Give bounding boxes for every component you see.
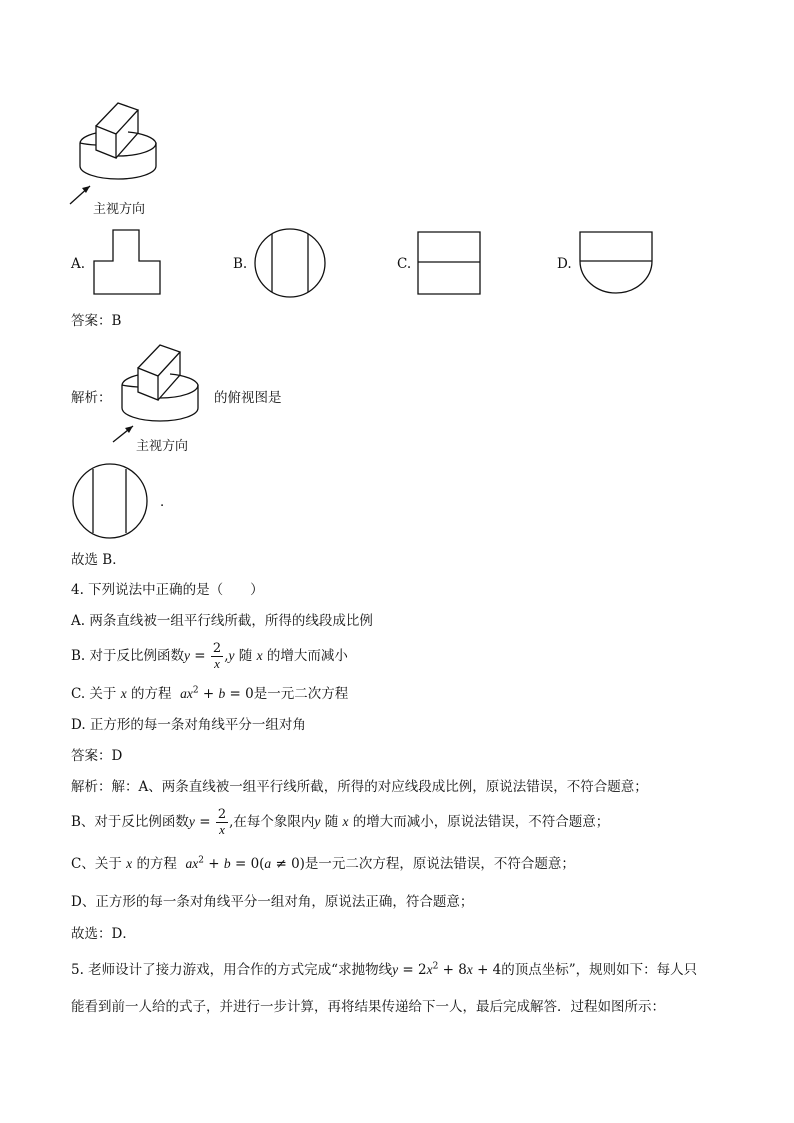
top-view-answer-figure [71,463,149,539]
view-direction-label-2: 主视方向 [136,439,189,454]
q4-stem: 4. 下列说法中正确的是（ ） [71,582,264,598]
q5-line-1: 5. 老师设计了接力游戏，用合作的方式完成“求抛物线$y = 2x^2 + 8x + 4$的顶点坐标”，规则如下：每人只 [71,961,698,978]
option-b-figure [254,228,326,298]
period-mark: ． [160,494,174,510]
q3-conclusion: 故选 B． [71,552,126,568]
q3-analysis-suffix: 的俯视图是 [214,390,282,406]
view-direction-label: 主视方向 [93,202,146,217]
q4-analysis-c: C、关于 x 的方程 $ax^2 + b = 0(a \ne 0)$是一元二次方程，原说法错误，不符合题意； [71,855,575,872]
solid-figure-2 [110,340,210,450]
q5-line-2: 能看到前一人给的式子，并进行一步计算，再将结果传递给下一人，最后完成解答．过程如图所示： [71,999,665,1015]
q4-option-d: D. 正方形的每一条对角线平分一组对角 [71,717,306,733]
option-a-figure [93,229,161,295]
option-d-letter: D. [557,256,572,272]
option-d-figure [579,231,653,295]
q4-analysis-b: B、对于反比例函数y = $\frac{2}{x}$ ,在每个象限内y 随 x 的增大而减小，原说法错误，不符合题意； [71,807,610,837]
q4-option-b: B. 对于反比例函数y = $\frac{2}{x}$ ,y 随 x 的增大而减小 [71,641,348,671]
q4-option-c: C. 关于 x 的方程 $ax^2 + b = 0$是一元二次方程 [71,685,349,702]
option-b-letter: B. [233,256,248,272]
option-a-letter: A. [71,256,86,272]
q4-analysis-d: D、正方形的每一条对角线平分一组对角，原说法正确，符合题意； [71,894,474,910]
q4-analysis-a: 解析：解：A、两条直线被一组平行线所截，所得的对应线段成比例，原说法错误，不符合题意； [71,779,648,795]
option-c-figure [417,231,481,295]
q4-option-a: A. 两条直线被一组平行线所截，所得的线段成比例 [71,613,373,629]
q3-answer: 答案：B [71,313,122,329]
q4-answer: 答案：D [71,748,123,764]
q3-analysis-prefix: 解析： [71,390,112,406]
q4-conclusion: 故选：D． [71,926,136,942]
option-c-letter: C. [397,256,412,272]
